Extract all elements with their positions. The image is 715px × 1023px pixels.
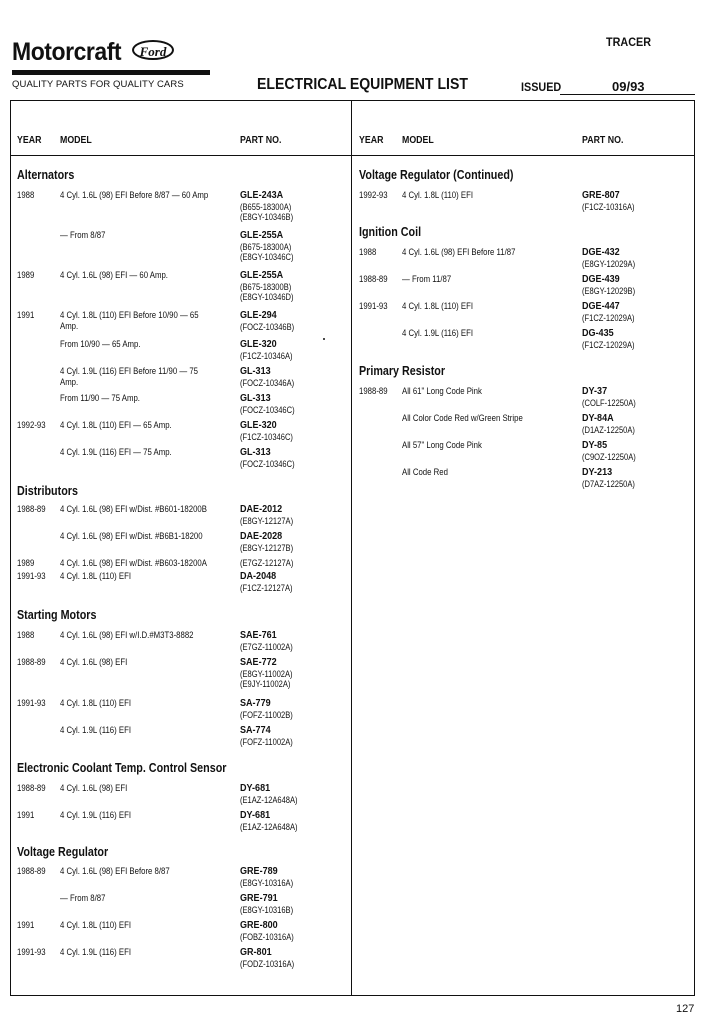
row-part-number: DY-37: [582, 385, 608, 397]
brand-logo: Motorcraft: [12, 38, 122, 66]
section-title: Electronic Coolant Temp. Control Sensor: [17, 761, 227, 775]
row-part-number: GL-313: [240, 365, 271, 377]
row-ford-number: (B675-18300A): [240, 242, 292, 252]
col-header-model-right: MODEL: [402, 135, 434, 146]
row-model: 4 Cyl. 1.8L (110) EFI: [402, 301, 474, 312]
row-part-number: SAE-761: [240, 629, 277, 641]
col-header-part: PART NO.: [240, 135, 282, 146]
row-year: 1988-89: [17, 783, 46, 794]
row-part-number: DY-681: [240, 782, 271, 794]
row-year: 1992-93: [17, 420, 46, 431]
row-model: 4 Cyl. 1.6L (98) EFI: [60, 657, 128, 668]
row-ford-number: (B675-18300B): [240, 282, 292, 292]
row-part-number: GLE-255A: [240, 229, 284, 241]
logo-underline: [12, 70, 210, 75]
row-model: From 11/90 — 75 Amp.: [60, 393, 140, 404]
row-model: All 61" Long Code Pink: [402, 386, 482, 397]
tagline: QUALITY PARTS FOR QUALITY CARS: [12, 79, 184, 90]
row-ford-number: (E1AZ-12A648A): [240, 822, 298, 832]
row-year: 1988-89: [359, 386, 388, 397]
row-ford-number: (E8GY-12127A): [240, 516, 294, 526]
row-ford-number: (E8GY-10316B): [240, 905, 294, 915]
row-part-number: GRE-800: [240, 919, 278, 931]
row-ford-number: (E7GZ-12127A): [240, 558, 294, 568]
row-ford-number: (E8GY-12029A): [582, 259, 636, 269]
row-year: 1991-93: [17, 698, 46, 709]
row-year: 1992-93: [359, 190, 388, 201]
row-model: 4 Cyl. 1.9L (116) EFI Before 11/90 — 75: [60, 366, 198, 377]
header-divider: [10, 155, 695, 156]
row-ford-number: (F1CZ-12127A): [240, 583, 293, 593]
row-ford-number: (FODZ-10316A): [240, 959, 295, 969]
issued-label: ISSUED: [521, 80, 562, 94]
row-part-number: GRE-791: [240, 892, 278, 904]
section-title: Starting Motors: [17, 608, 97, 622]
row-year: 1991-93: [17, 571, 46, 582]
col-header-part-right: PART NO.: [582, 135, 624, 146]
row-year: 1989: [17, 270, 35, 281]
row-ford-number: (C9OZ-12250A): [582, 452, 636, 462]
issued-line: [560, 94, 695, 95]
row-model-cont: Amp.: [60, 377, 79, 388]
table-frame: [10, 100, 695, 996]
row-model: 4 Cyl. 1.9L (116) EFI — 75 Amp.: [60, 447, 172, 458]
row-part-number: GLE-255A: [240, 269, 284, 281]
row-ford-number: (FOCZ-10346B): [240, 322, 295, 332]
row-part-number: GLE-320: [240, 419, 277, 431]
row-model: 4 Cyl. 1.6L (98) EFI Before 8/87 — 60 Amp: [60, 190, 209, 201]
row-part-number: SAE-772: [240, 656, 277, 668]
row-part-number: DGE-439: [582, 273, 620, 285]
row-year: 1991: [17, 810, 35, 821]
row-year: 1989: [17, 558, 35, 569]
row-ford-number: (E8GY-12029B): [582, 286, 636, 296]
row-model: 4 Cyl. 1.8L (110) EFI: [60, 920, 132, 931]
row-model: 4 Cyl. 1.6L (98) EFI w/Dist. #B6B1-18200: [60, 531, 203, 542]
stray-dot: [323, 338, 325, 340]
row-model: — From 8/87: [60, 893, 106, 904]
row-model: 4 Cyl. 1.8L (110) EFI: [60, 698, 132, 709]
row-model: 4 Cyl. 1.9L (116) EFI: [402, 328, 474, 339]
row-part-number: GRE-807: [582, 189, 620, 201]
row-ford-number: (B655-18300A): [240, 202, 292, 212]
row-ford-number: (FOFZ-11002B): [240, 710, 293, 720]
row-part-number: SA-774: [240, 724, 271, 736]
row-model: 4 Cyl. 1.6L (98) EFI w/Dist. #B603-18200A: [60, 558, 207, 569]
row-part-number: DY-681: [240, 809, 271, 821]
row-ford-number: (E8GY-12127B): [240, 543, 294, 553]
row-ford-number: (D7AZ-12250A): [582, 479, 635, 489]
row-ford-number: (COLF-12250A): [582, 398, 636, 408]
section-title: Voltage Regulator: [17, 845, 109, 859]
row-ford-number: (F1CZ-10346C): [240, 432, 293, 442]
section-title: Primary Resistor: [359, 364, 446, 378]
row-ford-number: (FOCZ-10346A): [240, 378, 295, 388]
row-model: 4 Cyl. 1.6L (98) EFI: [60, 783, 128, 794]
row-part-number: DGE-447: [582, 300, 620, 312]
row-model: 4 Cyl. 1.6L (98) EFI — 60 Amp.: [60, 270, 168, 281]
row-model: 4 Cyl. 1.6L (98) EFI w/Dist. #B601-18200B: [60, 504, 207, 515]
row-model: 4 Cyl. 1.9L (116) EFI: [60, 947, 132, 958]
vehicle-name: TRACER: [606, 35, 651, 49]
row-year: 1991: [17, 310, 35, 321]
row-model: All Color Code Red w/Green Stripe: [402, 413, 523, 424]
row-model: 4 Cyl. 1.9L (116) EFI: [60, 810, 132, 821]
ford-logo: Ford: [132, 40, 174, 60]
page-title: ELECTRICAL EQUIPMENT LIST: [257, 76, 468, 93]
row-part-number: DY-84A: [582, 412, 614, 424]
row-ford-number: (E1AZ-12A648A): [240, 795, 298, 805]
row-ford-number: (E8GY-10346C): [240, 252, 294, 262]
row-model: 4 Cyl. 1.6L (98) EFI w/I.D.#M3T3-8882: [60, 630, 194, 641]
row-part-number: SA-779: [240, 697, 271, 709]
column-divider: [351, 100, 352, 996]
row-part-number: DAE-2028: [240, 530, 283, 542]
row-ford-number: (D1AZ-12250A): [582, 425, 635, 435]
row-part-number: GR-801: [240, 946, 272, 958]
row-ford-number: (FOCZ-10346C): [240, 459, 295, 469]
row-part-number: DY-213: [582, 466, 613, 478]
row-year: 1988-89: [17, 657, 46, 668]
row-year: 1988: [17, 630, 35, 641]
section-title: Distributors: [17, 484, 78, 498]
row-model: From 10/90 — 65 Amp.: [60, 339, 141, 350]
row-part-number: GLE-243A: [240, 189, 284, 201]
col-header-model: MODEL: [60, 135, 92, 146]
row-year: 1988: [359, 247, 377, 258]
row-ford-number: (E8GY-10346D): [240, 292, 294, 302]
row-year: 1991: [17, 920, 35, 931]
row-part-number: GRE-789: [240, 865, 278, 877]
row-part-number: DY-85: [582, 439, 608, 451]
row-part-number: DGE-432: [582, 246, 620, 258]
row-model: 4 Cyl. 1.9L (116) EFI: [60, 725, 132, 736]
row-part-number: DA-2048: [240, 570, 277, 582]
row-year: 1988-89: [359, 274, 388, 285]
row-model: 4 Cyl. 1.6L (98) EFI Before 8/87: [60, 866, 170, 877]
section-title: Voltage Regulator (Continued): [359, 168, 514, 182]
row-model: All Code Red: [402, 467, 448, 478]
row-model: All 57" Long Code Pink: [402, 440, 482, 451]
row-ford-number: (FOCZ-10346C): [240, 405, 295, 415]
section-title: Ignition Coil: [359, 225, 422, 239]
row-part-number: DG-435: [582, 327, 614, 339]
col-header-year-right: YEAR: [359, 135, 384, 146]
row-ford-number: (E7GZ-11002A): [240, 642, 293, 652]
row-part-number: GL-313: [240, 446, 271, 458]
row-model: 4 Cyl. 1.8L (110) EFI: [402, 190, 474, 201]
row-ford-number: (F1CZ-12029A): [582, 340, 635, 350]
row-model: — From 8/87: [60, 230, 106, 241]
section-title: Alternators: [17, 168, 75, 182]
row-ford-number: (E8GY-10346B): [240, 212, 294, 222]
row-model: — From 11/87: [402, 274, 452, 285]
row-ford-number: (F1CZ-10316A): [582, 202, 635, 212]
row-ford-number: (F1CZ-10346A): [240, 351, 293, 361]
row-ford-number: (E8GY-10316A): [240, 878, 294, 888]
page-number: 127: [676, 1003, 695, 1015]
row-year: 1991-93: [17, 947, 46, 958]
issued-date: 09/93: [612, 79, 645, 94]
row-year: 1988-89: [17, 866, 46, 877]
row-ford-number: (E8GY-11002A): [240, 669, 293, 679]
row-ford-number: (E9JY-11002A): [240, 679, 291, 689]
row-part-number: GL-313: [240, 392, 271, 404]
row-model: 4 Cyl. 1.8L (110) EFI: [60, 571, 132, 582]
row-model: 4 Cyl. 1.6L (98) EFI Before 11/87: [402, 247, 516, 258]
row-model: 4 Cyl. 1.8L (110) EFI — 65 Amp.: [60, 420, 172, 431]
row-ford-number: (F1CZ-12029A): [582, 313, 635, 323]
row-year: 1988: [17, 190, 35, 201]
row-part-number: GLE-320: [240, 338, 277, 350]
row-year: 1991-93: [359, 301, 388, 312]
row-ford-number: (FOBZ-10316A): [240, 932, 294, 942]
row-model-cont: Amp.: [60, 321, 79, 332]
row-model: 4 Cyl. 1.8L (110) EFI Before 10/90 — 65: [60, 310, 199, 321]
row-part-number: GLE-294: [240, 309, 277, 321]
row-part-number: DAE-2012: [240, 503, 283, 515]
row-year: 1988-89: [17, 504, 46, 515]
col-header-year: YEAR: [17, 135, 42, 146]
row-ford-number: (FOFZ-11002A): [240, 737, 293, 747]
